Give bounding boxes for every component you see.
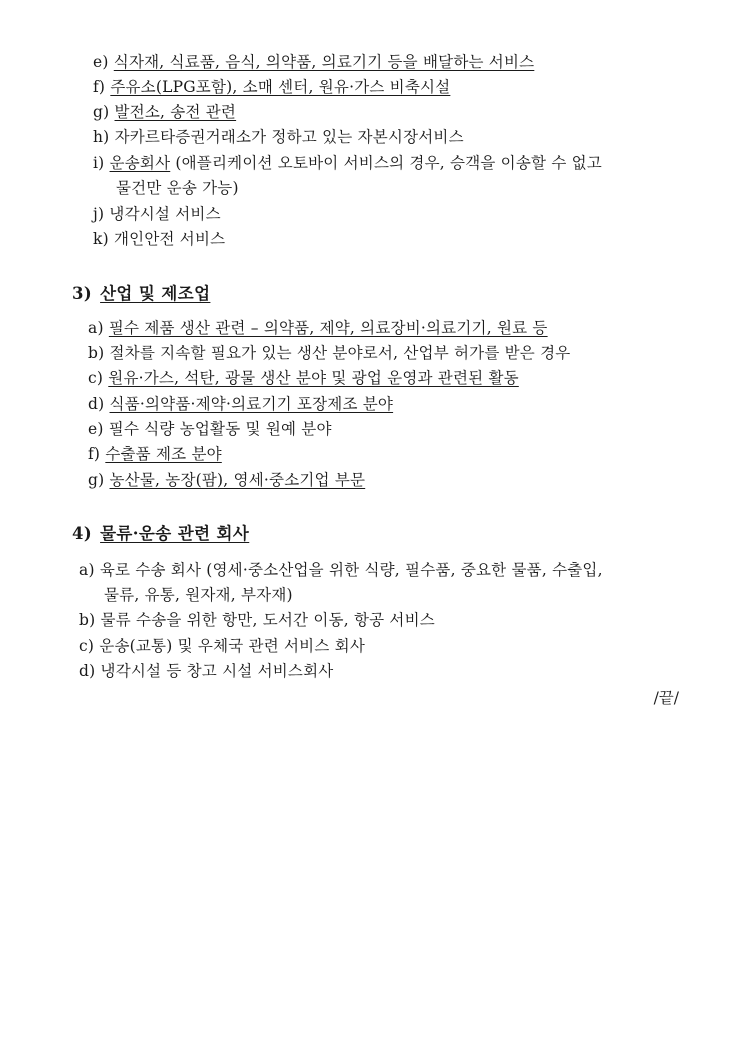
list-item-continuation <box>104 585 293 605</box>
list-item <box>93 77 450 97</box>
item-text: 필수 식량 농업활동 및 원예 분야 <box>108 420 332 438</box>
section-number: 3) <box>72 284 93 303</box>
item-text: 냉각시설 등 창고 시설 서비스회사 <box>100 662 334 680</box>
item-marker: k) <box>93 230 109 248</box>
item-text-underlined: 운송회사 <box>109 154 171 172</box>
list-item <box>88 444 222 464</box>
section-title: 산업 및 제조업 <box>100 284 211 303</box>
item-text-underlined: 식자재, 식료품, 음식, 의약품, 의료기기 등을 배달하는 서비스 <box>113 53 535 71</box>
item-marker: i) <box>93 154 105 172</box>
item-text: 육로 수송 회사 (영세·중소산업을 위한 식량, 필수품, 중요한 물품, 수출입, <box>99 561 603 579</box>
item-text-underlined: 원유·가스, 석탄, 광물 생산 분야 및 광업 운영과 관련된 활동 <box>108 369 519 387</box>
item-text-underlined: 농산물, 농장(팜), 영세·중소기업 부문 <box>109 471 366 489</box>
list-item-continuation <box>116 178 239 198</box>
item-text: 자카르타증권거래소가 정하고 있는 자본시장서비스 <box>114 128 464 146</box>
list-item <box>88 419 332 439</box>
list-item <box>93 229 225 249</box>
item-text: (애플리케이션 오토바이 서비스의 경우, 승객을 이송할 수 없고 <box>170 154 602 172</box>
item-text: 물류 수송을 위한 항만, 도서간 이동, 항공 서비스 <box>100 611 435 629</box>
item-marker: d) <box>79 662 96 680</box>
item-marker: e) <box>88 420 104 438</box>
item-marker: d) <box>88 395 105 413</box>
item-marker: b) <box>88 344 105 362</box>
item-marker: f) <box>93 78 106 96</box>
end-mark: /끝/ <box>653 689 679 707</box>
item-text: 개인안전 서비스 <box>113 230 226 248</box>
item-marker: a) <box>79 561 95 579</box>
list-item <box>93 127 464 147</box>
item-marker: c) <box>79 637 95 655</box>
item-marker: g) <box>88 471 105 489</box>
item-text: 운송(교통) 및 우체국 관련 서비스 회사 <box>99 637 366 655</box>
item-marker: b) <box>79 611 96 629</box>
item-text-underlined: 필수 제품 생산 관련 – 의약품, 제약, 의료장비·의료기기, 원료 등 <box>108 319 548 337</box>
item-text-underlined: 식품·의약품·제약·의료기기 포장제조 분야 <box>109 395 394 413</box>
item-marker: a) <box>88 319 104 337</box>
list-item <box>79 560 603 580</box>
list-item <box>93 102 236 122</box>
list-item <box>79 610 435 630</box>
item-text: 절차를 지속할 필요가 있는 생산 분야로서, 산업부 허가를 받은 경우 <box>109 344 571 362</box>
section-heading <box>72 523 249 545</box>
item-text: 물류, 유통, 원자재, 부자재) <box>104 586 293 604</box>
item-text-underlined: 발전소, 송전 관련 <box>114 103 237 121</box>
item-marker: f) <box>88 445 101 463</box>
item-marker: e) <box>93 53 109 71</box>
section-number: 4) <box>72 524 93 543</box>
item-marker: h) <box>93 128 110 146</box>
item-text-underlined: 주유소(LPG포함), 소매 센터, 원유·가스 비축시설 <box>110 78 451 96</box>
list-item <box>88 318 548 338</box>
item-text-underlined: 수출품 제조 분야 <box>105 445 222 463</box>
list-item <box>93 204 221 224</box>
list-item <box>88 394 393 414</box>
item-marker: c) <box>88 369 104 387</box>
list-item <box>88 343 570 363</box>
item-marker: j) <box>93 205 105 223</box>
list-item <box>88 368 519 388</box>
list-item <box>93 153 602 173</box>
item-marker: g) <box>93 103 110 121</box>
item-text: 물건만 운송 가능) <box>116 179 239 197</box>
list-item <box>79 661 333 681</box>
item-text: 냉각시설 서비스 <box>109 205 221 223</box>
list-item <box>88 470 365 490</box>
list-item <box>79 636 365 656</box>
list-item <box>93 52 534 72</box>
section-heading <box>72 283 210 305</box>
section-title: 물류·운송 관련 회사 <box>100 524 250 543</box>
